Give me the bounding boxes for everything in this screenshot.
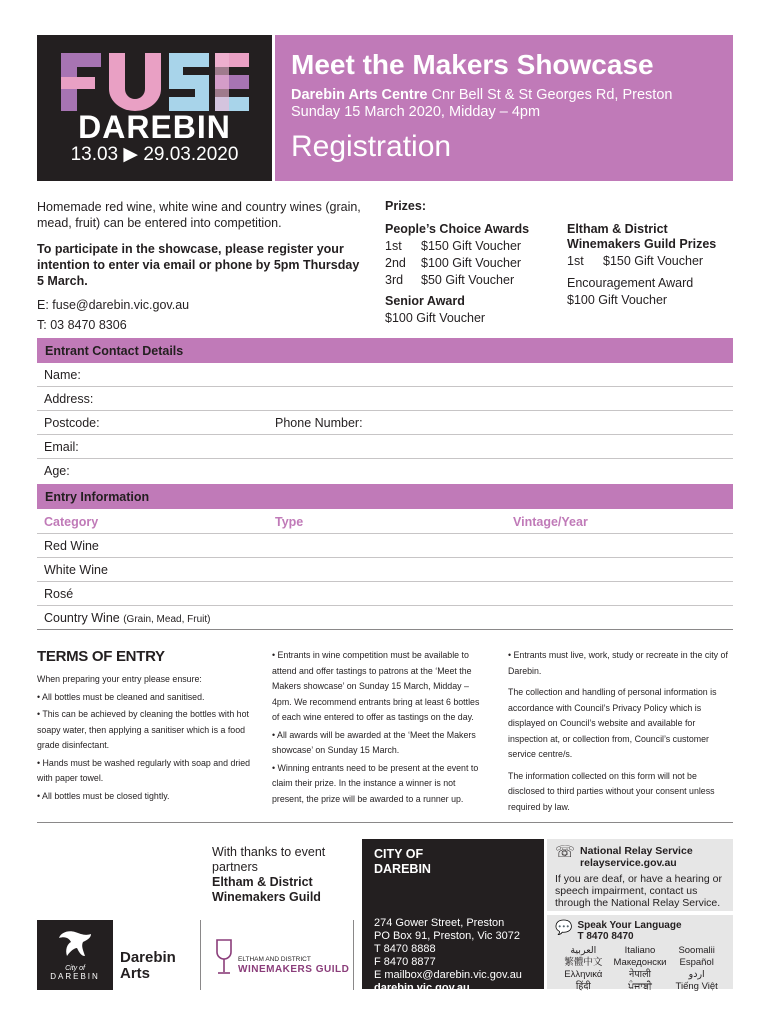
prize-row [385, 238, 567, 255]
terms-item: • All bottles must be closed tightly. [37, 790, 170, 802]
prize-place: 1st [385, 239, 402, 253]
relay-title: National Relay Service [580, 845, 693, 857]
darebin-arts-line-2: Arts [120, 965, 151, 982]
prize-place: 2nd [385, 256, 406, 270]
play-arrow-icon: ▶ [123, 144, 139, 165]
language-item: اردو [688, 969, 705, 980]
crest-darebin: DAREBIN [50, 972, 100, 981]
event-venue [291, 87, 717, 103]
divider [37, 822, 733, 823]
disclosure-text: The information collected on this form will not be disclosed to third parties without your consent unless required by law. [508, 770, 715, 813]
phone-label: Phone Number: [275, 416, 363, 430]
language-item: 繁體中文 [564, 957, 603, 968]
senior-award-prize: $100 Gift Voucher [385, 311, 486, 325]
vintage-column-header: Vintage/Year [513, 515, 588, 529]
city-website[interactable]: darebin.vic.gov.au [374, 982, 470, 994]
fuse-logo [37, 35, 272, 181]
guild-line-1: ELTHAM AND DISTRICT [238, 956, 311, 963]
address-line: F 8470 8877 [374, 956, 436, 968]
darebin-arts-logo [120, 950, 176, 982]
entry-row-red-wine[interactable] [37, 534, 733, 558]
lang-phone: T 8470 8470 [577, 931, 634, 942]
peoples-choice-column [385, 222, 567, 327]
prize-value: $100 Gift Voucher [421, 256, 522, 270]
encouragement-prize: $100 Gift Voucher [567, 293, 668, 307]
language-item: العربية [570, 945, 597, 956]
terms-column-3 [508, 648, 729, 817]
intro-section [37, 199, 367, 337]
terms-item: • Hands must be washed regularly with soap and dried with paper towel. [37, 757, 251, 784]
terms-item: • Entrants in wine competition must be available to attend and offer tastings to patrons at the ‘Meet the Makers showcase’ on Sunday 15 March, Midday – 4pm. We recommend entrants bring at least 6 bottles of each wine entered to offer as tastings on the day. [272, 650, 480, 723]
address-line: PO Box 91, Preston, Vic 3072 [374, 930, 520, 942]
prize-place: 3rd [385, 273, 404, 287]
logo-darebin-text: DAREBIN [78, 109, 231, 145]
entry-row-rose[interactable] [37, 582, 733, 606]
guild-line-2: WINEMAKERS GUILD [238, 964, 350, 975]
terms-item: • All awards will be awarded at the ‘Meet the Makers showcase’ on Sunday 15 March. [272, 729, 476, 756]
peoples-choice-heading: People’s Choice Awards [385, 222, 530, 236]
terms-column-2 [272, 648, 488, 809]
address-label: Address: [44, 392, 94, 406]
language-item: Italiano [624, 945, 656, 956]
relay-url[interactable]: relayservice.gov.au [580, 857, 677, 869]
terms-column-1 [37, 672, 258, 806]
entry-category: Red Wine [44, 539, 99, 553]
entry-section-header: Entry Information [37, 484, 733, 509]
type-column-header: Type [275, 515, 304, 529]
event-banner [275, 35, 733, 181]
contact-phone: T: 03 8470 8306 [37, 318, 127, 332]
terms-intro: When preparing your entry please ensure: [37, 674, 202, 685]
age-field[interactable] [37, 459, 733, 483]
terms-item: • Entrants must live, work, study or recreate in the city of Darebin. [508, 650, 728, 677]
language-item: Tiếng Việt [675, 981, 718, 992]
terms-item: • Winning entrants need to be present at the event to claim their prize. In the instance a winner is not present, the prize will be awarded to a runner up. [272, 762, 479, 805]
postcode-label: Postcode: [44, 416, 100, 430]
phone-field[interactable] [275, 416, 363, 430]
contact-section-header: Entrant Contact Details [37, 338, 733, 363]
contact-email[interactable]: E: fuse@darebin.vic.gov.au [37, 298, 190, 312]
terms-item: • All bottles must be cleaned and sanitised. [37, 691, 205, 703]
prize-row [385, 272, 567, 289]
partner-thanks [212, 845, 352, 905]
address-line: 274 Gower Street, Preston [374, 917, 505, 929]
fuse-wordmark [61, 53, 249, 113]
logo-date-end: 29.03.2020 [143, 144, 239, 165]
email-field[interactable] [37, 435, 733, 459]
prize-value: $50 Gift Voucher [421, 273, 515, 287]
language-item: हिंदी [575, 981, 591, 992]
category-column-header: Category [44, 515, 99, 529]
postcode-phone-row [37, 411, 733, 435]
city-email[interactable]: E mailbox@darebin.vic.gov.au [374, 969, 522, 981]
language-item: Македонски [613, 957, 667, 968]
relay-text: If you are deaf, or have a hearing or speech impairment, contact us through the National Relay Service. [555, 873, 722, 909]
entry-row-white-wine[interactable] [37, 558, 733, 582]
prize-value: $150 Gift Voucher [603, 254, 704, 268]
language-item: ਪੰਜਾਬੀ [628, 981, 652, 992]
eltham-heading-1: Eltham & District [567, 222, 668, 236]
venue-name: Darebin Arts Centre [291, 87, 428, 103]
prize-value: $150 Gift Voucher [421, 239, 522, 253]
prizes-heading: Prizes: [385, 199, 426, 213]
entry-row-country-wine[interactable] [37, 606, 733, 630]
event-date: Sunday 15 March 2020, Midday – 4pm [291, 104, 541, 120]
entry-category: Rosé [44, 587, 74, 601]
speak-your-language [547, 915, 733, 992]
winemakers-guild-logo [212, 936, 352, 984]
prize-place: 1st [567, 254, 584, 268]
relay-icon: ☏ [555, 844, 576, 861]
prize-row [385, 255, 567, 272]
lang-title: Speak Your Language [577, 920, 682, 931]
terms-item: • This can be achieved by cleaning the bottles with hot soapy water, then applying a sanitiser which is a food grade disinfectant. [37, 709, 249, 751]
darebin-arts-line-1: Darebin [120, 949, 176, 966]
address-line: T 8470 8888 [374, 943, 436, 955]
eltham-heading-2: Winemakers Guild Prizes [567, 237, 717, 251]
thanks-text: With thanks to event partners [212, 845, 326, 874]
wine-glass-icon [214, 938, 234, 978]
city-of-darebin-logo [37, 920, 113, 990]
language-item: नेपाली [628, 969, 651, 980]
name-label: Name: [44, 368, 81, 382]
intro-instructions: To participate in the showcase, please register your intention to enter via email or phone by 5pm Thursday 5 March. [37, 242, 360, 288]
address-field[interactable] [37, 387, 733, 411]
crest-icon [55, 928, 95, 960]
event-title: Meet the Makers Showcase [291, 49, 654, 80]
city-address [374, 917, 532, 995]
venue-address: Cnr Bell St & St Georges Rd, Preston [427, 87, 673, 103]
divider [200, 920, 201, 990]
logo-date-start: 13.03 [70, 144, 119, 165]
logo-dates [37, 143, 272, 166]
crest-city-of: City of [65, 965, 85, 972]
national-relay-service [547, 839, 733, 911]
prize-row [567, 253, 716, 270]
city-of-darebin-contact [362, 839, 544, 994]
encouragement-award: Encouragement Award [567, 276, 694, 290]
age-label: Age: [44, 464, 70, 478]
eltham-column [567, 222, 716, 327]
divider [353, 920, 354, 990]
city-title [374, 847, 532, 877]
country-wine-note: (Grain, Mead, Fruit) [123, 614, 211, 625]
city-title-2: DAREBIN [374, 862, 431, 876]
entry-category: White Wine [44, 563, 108, 577]
language-item: Español [679, 957, 714, 968]
city-title-1: CITY OF [374, 847, 424, 861]
language-item: Ελληνικά [564, 969, 603, 980]
prizes-section [385, 199, 745, 327]
email-label: Email: [44, 440, 79, 454]
speech-bubble-icon: 💬 [555, 919, 573, 935]
language-list [555, 945, 725, 993]
terms-title: TERMS OF ENTRY [37, 648, 165, 665]
name-field[interactable] [37, 363, 733, 387]
language-item: Soomalii [678, 945, 715, 956]
partner-name-2: Winemakers Guild [212, 890, 321, 904]
entry-column-headers [37, 510, 733, 534]
postcode-field[interactable] [44, 416, 100, 430]
registration-heading: Registration [291, 130, 452, 163]
privacy-text: The collection and handling of personal information is accordance with Council’s Privacy Policy which is displayed on Council’s website and available for inspection at, or collection from, Council’s customer service centre/s. [508, 687, 717, 760]
senior-award-heading: Senior Award [385, 294, 465, 308]
intro-description: Homemade red wine, white wine and country wines (grain, mead, fruit) can be entered into competition. [37, 200, 361, 230]
partner-name-1: Eltham & District [212, 875, 313, 889]
entry-category: Country Wine [44, 611, 120, 625]
